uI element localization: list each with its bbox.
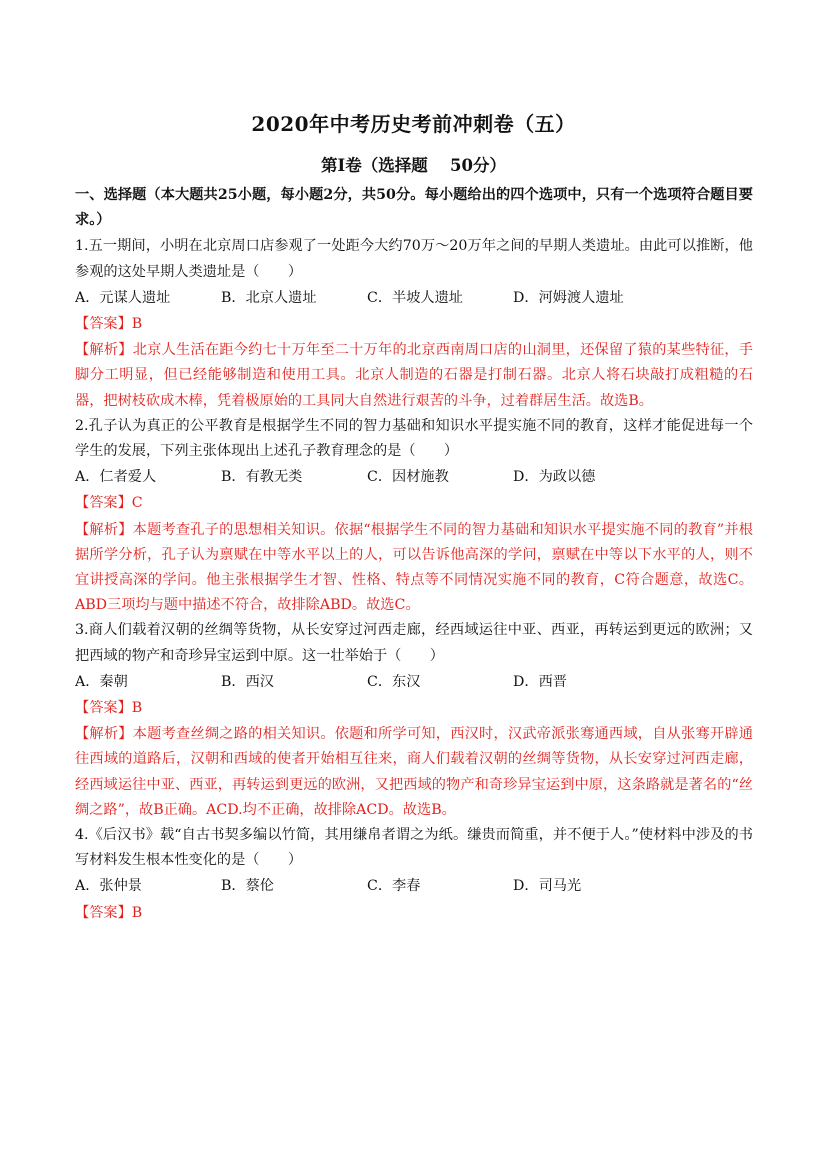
answer-label: 【答案】B xyxy=(75,904,143,921)
question-1 xyxy=(75,234,753,413)
part-subtitle: 第Ⅰ卷（选择题 50分） xyxy=(321,156,506,175)
answer-label: 【答案】C xyxy=(75,495,143,512)
option-d: D．为政以德 xyxy=(513,469,596,486)
option-c: C．李春 xyxy=(367,878,421,895)
explanation-text: 【解析】本题考查丝绸之路的相关知识。依题和所学可知，西汉时，汉武帝派张骞通西域，自从张骞开辟通往西域的道路后，汉朝和西域的使者开始相互往来，商人们载着汉朝的丝绸等货物，从长安穿过河西走廊，经西域运往中亚、西亚，再转运到更远的欧洲，又把西域的物产和奇珍异宝运到中原，这条路就是著名的“丝绸之路”，故B正确。ACD.均不正确，故排除ACD。故选B。 xyxy=(75,726,753,818)
option-b: B．有教无类 xyxy=(221,469,303,486)
option-c: C．因材施教 xyxy=(367,469,449,486)
option-row xyxy=(75,286,753,311)
question-stem: 1.五一期间，小明在北京周口店参观了一处距今大约70万～20万年之间的早期人类遗址。由此可以推断，他参观的这处早期人类遗址是（ ） xyxy=(75,238,753,280)
question-stem: 3.商人们载着汉朝的丝绸等货物，从长安穿过河西走廊，经西域运往中亚、西亚，再转运到更远的欧洲；又把西域的物产和奇珍异宝运到中原。这一壮举始于（ ） xyxy=(75,622,753,664)
option-a: A．元谋人遗址 xyxy=(75,289,171,306)
option-row xyxy=(75,670,753,695)
option-row xyxy=(75,874,753,899)
option-b: B．西汉 xyxy=(221,673,274,690)
option-c: C．半坡人遗址 xyxy=(367,289,463,306)
option-a: A．张仲景 xyxy=(75,878,142,895)
option-d: D．司马光 xyxy=(513,878,582,895)
explanation-text: 【解析】本题考查孔子的思想相关知识。依据“根据学生不同的智力基础和知识水平提实施不同的教育”并根据所学分析，孔子认为禀赋在中等水平以上的人，可以告诉他高深的学问，禀赋在中等以下水平的人，则不宜讲授高深的学问。他主张根据学生才智、性格、特点等不同情况实施不同的教育，C符合题意，故选C。ABD三项均与题中描述不符合，故排除ABD。故选C。 xyxy=(75,521,753,614)
option-d: D．西晋 xyxy=(513,673,567,690)
option-b: B．北京人遗址 xyxy=(221,289,317,306)
question-stem: 2.孔子认为真正的公平教育是根据学生不同的智力基础和知识水平提实施不同的教育，这样才能促进每一个学生的发展，下列主张体现出上述孔子教育理念的是（ ） xyxy=(75,417,753,460)
question-2 xyxy=(75,414,753,619)
answer-label: 【答案】B xyxy=(75,700,143,717)
question-3 xyxy=(75,618,753,823)
explanation-text: 【解析】北京人生活在距今约七十万年至二十万年的北京西南周口店的山洞里，还保留了猿的某些特征，手脚分工明显，但已经能够制造和使用工具。北京人制造的石器是打制石器。北京人将石块敲打成粗糙的石器，把树枝砍成木棒，凭着极原始的工具同大自然进行艰苦的斗争，过着群居生活。故选B。 xyxy=(75,342,753,409)
document-body xyxy=(75,183,753,926)
question-stem: 4.《后汉书》载“自古书契多编以竹简，其用缣帛者谓之为纸。缣贵而简重，并不便于人。”使材料中涉及的书写材料发生根本性变化的是（ ） xyxy=(75,827,753,869)
option-row xyxy=(75,465,753,490)
option-a: A．仁者爱人 xyxy=(75,469,157,486)
section-heading: 一、选择题（本大题共25小题，每小题2分，共50分。每小题给出的四个选项中，只有一个选项符合题目要求。） xyxy=(75,187,753,229)
question-4 xyxy=(75,823,753,926)
option-b: B．蔡伦 xyxy=(221,878,274,895)
option-a: A．秦朝 xyxy=(75,673,128,690)
option-c: C．东汉 xyxy=(367,673,421,690)
answer-label: 【答案】B xyxy=(75,316,143,333)
page-title: 2020年中考历史考前冲刺卷（五） xyxy=(251,112,576,136)
option-d: D．河姆渡人遗址 xyxy=(513,289,624,306)
